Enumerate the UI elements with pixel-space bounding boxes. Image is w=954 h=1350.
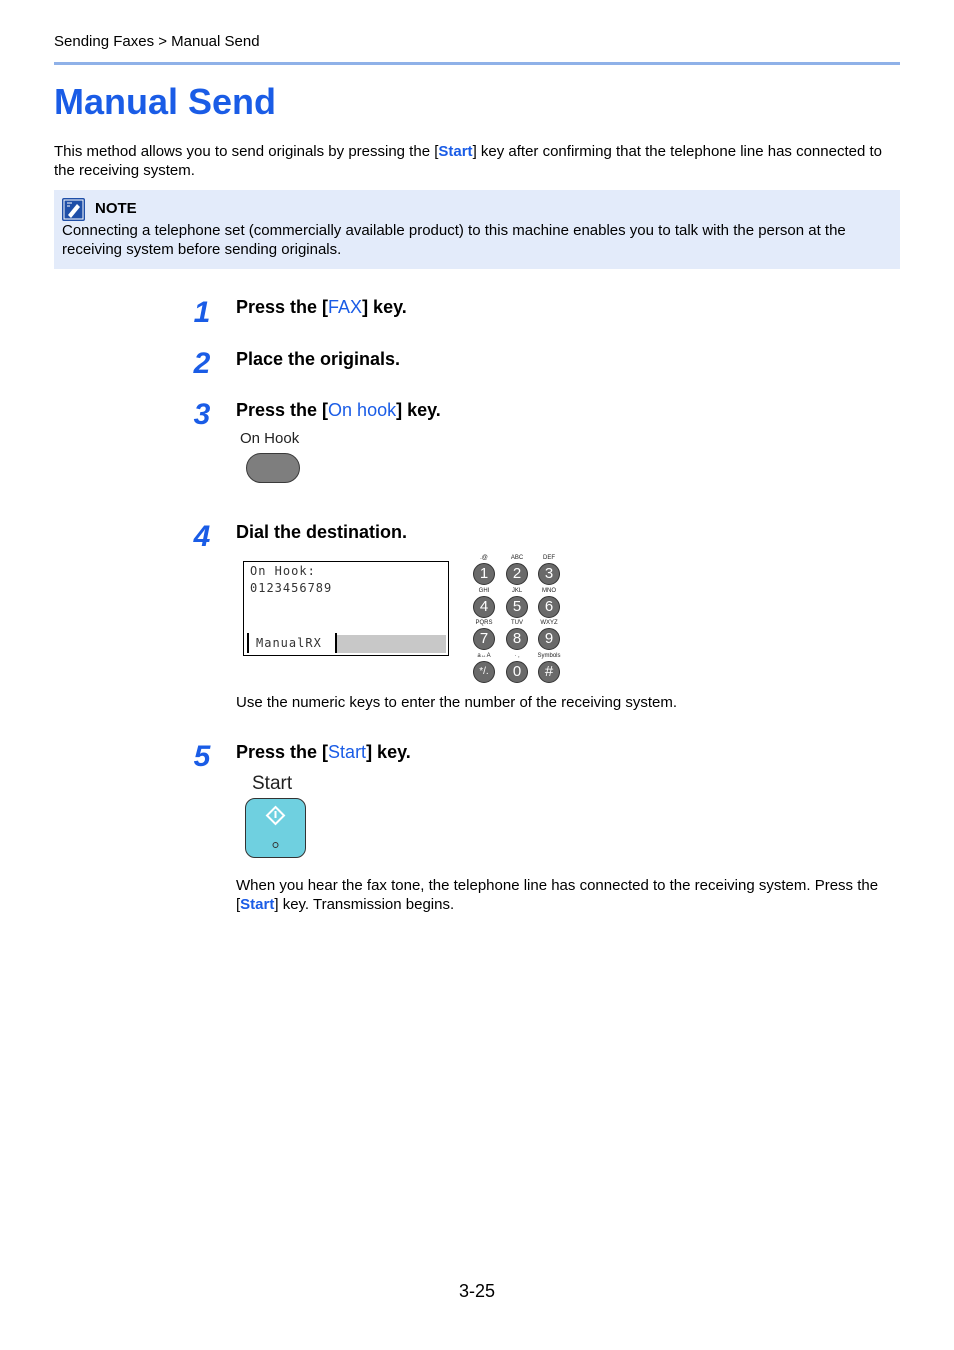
key-sub-label: Symbols xyxy=(537,653,561,659)
step-number: 1 xyxy=(193,296,211,329)
step-number: 2 xyxy=(193,347,211,380)
page-title: Manual Send xyxy=(54,81,277,122)
on-hook-button[interactable] xyxy=(246,453,300,483)
lcd-line-2: 0123456789 xyxy=(250,581,333,595)
key-hash[interactable]: # xyxy=(538,661,560,683)
start-key-reference: Start xyxy=(438,143,473,160)
lcd-line-1: On Hook: xyxy=(250,564,316,578)
page-number: 3-25 xyxy=(458,1281,496,1301)
step-4-text: Dial the destination. xyxy=(236,522,408,542)
start-label: Start xyxy=(252,773,293,794)
breadcrumb: Sending Faxes > Manual Send xyxy=(54,33,260,50)
on-hook-label: On Hook xyxy=(240,430,300,447)
start-key-reference: Start xyxy=(240,896,275,913)
on-hook-key-reference: On hook xyxy=(328,400,397,420)
note-text: Connecting a telephone set (commercially available product) to this machine enables you to talk with the person at the receiving system before sending originals. xyxy=(62,222,846,258)
key-8[interactable]: 8 xyxy=(506,628,528,650)
fax-key-reference: FAX xyxy=(328,297,363,317)
step-number: 3 xyxy=(193,398,211,431)
header-divider xyxy=(54,62,900,65)
start-button[interactable] xyxy=(245,798,306,858)
step-3-text: Press the [On hook] key. xyxy=(236,400,441,420)
note-box xyxy=(54,190,900,269)
key-sub-label: .@ xyxy=(480,555,488,561)
key-1[interactable]: 1 xyxy=(473,563,495,585)
numeric-keys-instruction: Use the numeric keys to enter the number of the receiving system. xyxy=(236,694,678,711)
softkey-label: ManualRX xyxy=(256,636,322,650)
note-icon xyxy=(62,198,85,221)
key-sub-label: MNO xyxy=(542,588,556,594)
note-label: NOTE xyxy=(95,200,137,217)
key-sub-label: DEF xyxy=(543,555,555,561)
key-4[interactable]: 4 xyxy=(473,596,495,618)
key-2[interactable]: 2 xyxy=(506,563,528,585)
key-0[interactable]: 0 xyxy=(506,661,528,683)
key-sub-label: GHI xyxy=(478,588,490,594)
step-number: 5 xyxy=(193,740,211,773)
start-diamond-icon xyxy=(246,799,305,857)
key-9[interactable]: 9 xyxy=(538,628,560,650)
key-sub-label: · , xyxy=(514,653,520,659)
key-sub-label: a↔A xyxy=(477,653,491,659)
key-star[interactable]: */. xyxy=(473,661,495,683)
key-sub-label: WXYZ xyxy=(540,620,558,626)
step-5-text: Press the [Start] key. xyxy=(236,742,411,762)
intro-paragraph: This method allows you to send originals by pressing the [Start] key after confirming that the telephone line has connected to the receiving system. xyxy=(54,143,882,179)
step-2-text: Place the originals. xyxy=(236,349,401,369)
key-5[interactable]: 5 xyxy=(506,596,528,618)
key-6[interactable]: 6 xyxy=(538,596,560,618)
step-1-text: Press the [FAX] key. xyxy=(236,297,407,317)
key-7[interactable]: 7 xyxy=(473,628,495,650)
key-3[interactable]: 3 xyxy=(538,563,560,585)
key-sub-label: PQRS xyxy=(475,620,493,626)
lcd-display xyxy=(243,561,449,656)
key-sub-label: TUV xyxy=(511,620,523,626)
start-key-reference: Start xyxy=(328,742,367,762)
step-number: 4 xyxy=(193,520,211,553)
key-sub-label: JKL xyxy=(511,588,523,594)
key-sub-label: ABC xyxy=(510,555,524,561)
final-paragraph: When you hear the fax tone, the telephone line has connected to the receiving system. Press the [Start] key. Transmission begins. xyxy=(236,877,879,913)
